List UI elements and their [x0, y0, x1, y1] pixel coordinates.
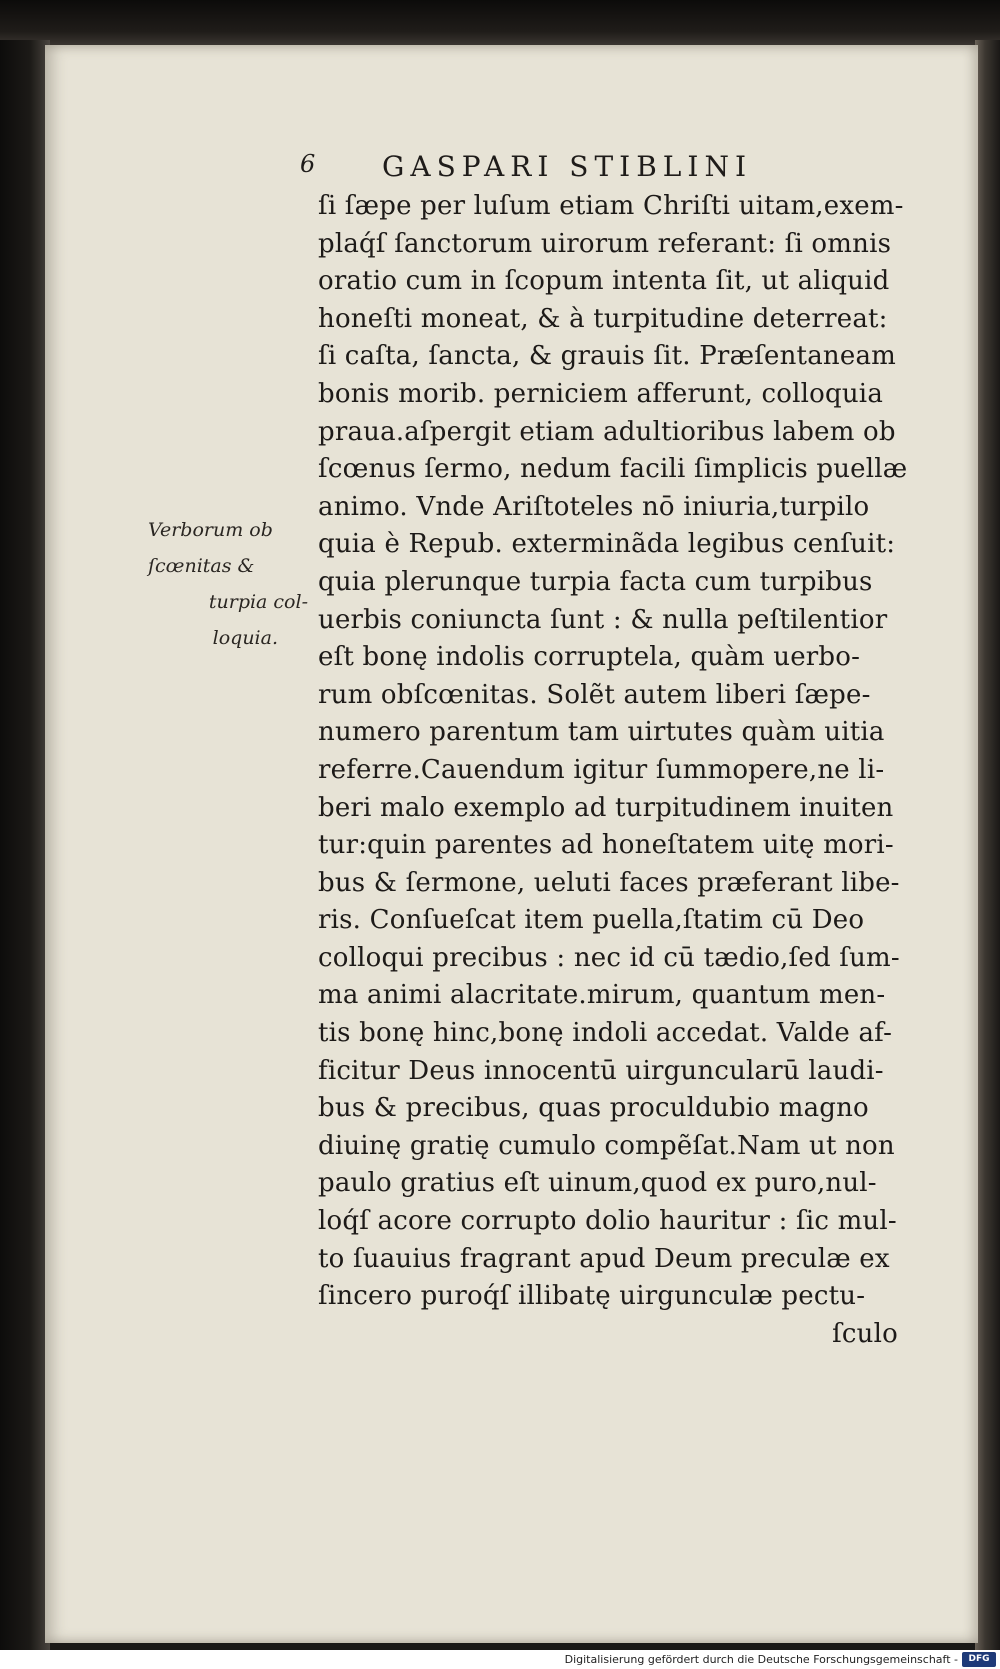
- text-line: ficitur Deus innocentū uirguncularū laudi-: [318, 1055, 884, 1086]
- text-line: loq́ſ acore corrupto dolio hauritur : ſic mul-: [318, 1206, 897, 1237]
- margin-note-line: turpia col-: [208, 591, 308, 613]
- footer-credit: Digitalisierung gefördert durch die Deutsche Forschungsgemeinschaft -: [564, 1653, 958, 1666]
- text-line: numero parentum tam uirtutes quàm uitia: [318, 717, 885, 748]
- running-header: [300, 150, 880, 186]
- text-line: ſi caſta, ſancta, & grauis ſit. Præſentaneam: [318, 341, 896, 372]
- text-line: ſcœnus ſermo, nedum facili ſimplicis puellæ: [318, 454, 908, 485]
- text-line: quia plerunque turpia facta cum turpibus: [318, 566, 873, 597]
- margin-note: [148, 512, 308, 656]
- text-line: oratio cum in ſcopum intenta ſit, ut aliquid: [318, 266, 890, 297]
- text-line: animo. Vnde Ariſtoteles nō iniuria,turpilo: [318, 491, 870, 522]
- running-title: GASPARI STIBLINI: [382, 150, 753, 183]
- text-line: diuinę gratię cumulo compẽſat.Nam ut non: [318, 1130, 895, 1161]
- text-line: uerbis coniuncta ſunt : & nulla peſtilentior: [318, 604, 888, 635]
- text-line: praua.aſpergit etiam adultioribus labem ob: [318, 416, 896, 447]
- spine-shadow: [0, 40, 50, 1650]
- dfg-logo: DFG: [962, 1652, 996, 1667]
- text-line: ſi ſæpe per luſum etiam Chriſti uitam,exem-: [318, 191, 904, 221]
- text-line: bus & ſermone, ueluti faces præferant libe-: [318, 867, 900, 898]
- text-line: eſt bonę indolis corruptela, quàm uerbo-: [318, 642, 861, 673]
- book-top-edge: [0, 0, 1000, 45]
- page-number: 6: [300, 150, 316, 178]
- book-right-edge: [975, 40, 1000, 1650]
- text-line: tur:quin parentes ad honeſtatem uitę mori-: [318, 830, 894, 861]
- text-line: colloqui precibus : nec id cū tædio,ſed ſum-: [318, 942, 900, 973]
- text-line: to ſuauius fragrant apud Deum preculæ ex: [318, 1243, 890, 1274]
- text-line: paulo gratius eſt uinum,quod ex puro,nul-: [318, 1168, 877, 1199]
- text-line: tis bonę hinc,bonę indoli accedat. Valde af-: [318, 1018, 893, 1049]
- margin-note-line: ſcœnitas &: [148, 555, 255, 577]
- body-text: [318, 188, 908, 1353]
- text-line: rum obſcœnitas. Solẽt autem liberi ſæpe-: [318, 679, 871, 710]
- text-line: quia è Repub. exterminãda legibus cenſuit:: [318, 529, 896, 560]
- text-line: beri malo exemplo ad turpitudinem inuiten: [318, 792, 894, 823]
- text-line: bus & precibus, quas proculdubio magno: [318, 1093, 869, 1124]
- margin-note-line: loquia.: [212, 627, 278, 649]
- text-line: bonis morib. perniciem afferunt, colloquia: [318, 378, 884, 409]
- text-line: ſincero puroq́ſ illibatę uirgunculæ pectu-: [318, 1281, 866, 1312]
- catchword: ſculo: [832, 1318, 898, 1349]
- margin-note-line: Verborum ob: [148, 519, 273, 541]
- text-line: ma animi alacritate.mirum, quantum men-: [318, 980, 886, 1011]
- text-line: honeſti moneat, & à turpitudine deterreat:: [318, 303, 888, 334]
- text-line: ris. Conſueſcat item puella,ſtatim cū Deo: [318, 905, 865, 936]
- text-line: plaq́ſ ſanctorum uirorum referant: ſi omnis: [318, 228, 892, 259]
- text-line: referre.Cauendum igitur ſummopere,ne li-: [318, 754, 885, 785]
